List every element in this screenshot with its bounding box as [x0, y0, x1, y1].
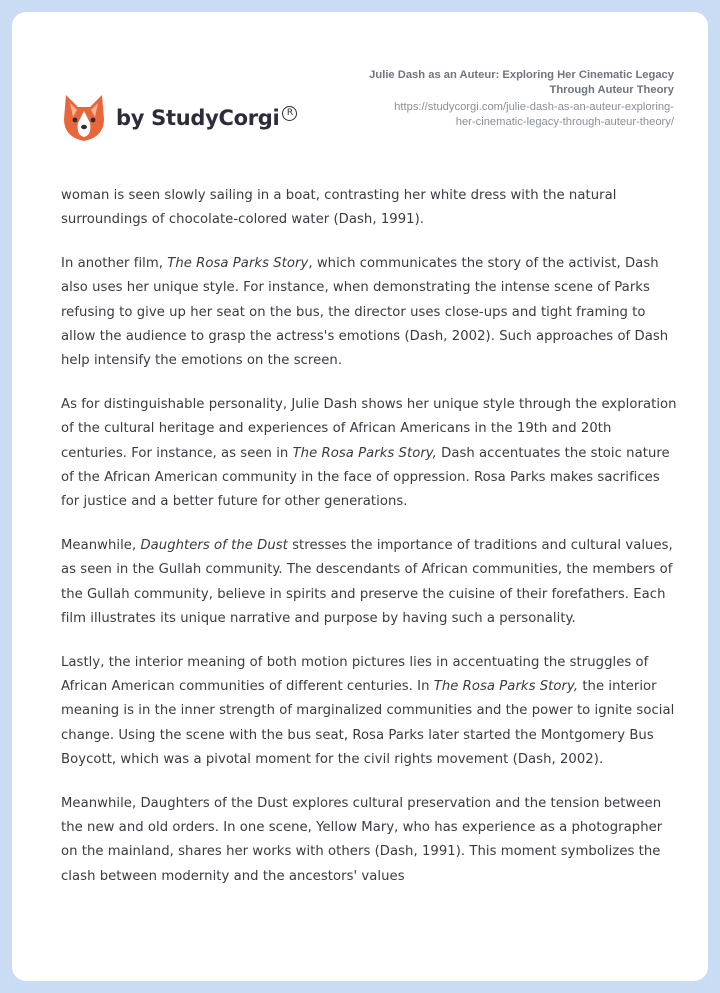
corgi-logo-icon [62, 93, 106, 143]
document-url-line-2: her-cinematic-legacy-through-auteur-theory/ [455, 116, 674, 128]
paragraph-4-text-b: stresses the importance of traditions and cultural values, as seen in the Gullah community. The descendants of African communities, the members of the Gullah community, believe in spirits and preserve the cuisine of their forefathers. Each film illustrates its unique narrative and purpose by having such a personality. [61, 537, 673, 627]
paragraph-3-text-b: Dash accentuates the stoic nature of the African American community in the face of oppression. Rosa Parks makes sacrifices for justice and a better future for other generations. [61, 445, 670, 510]
document-title-line-2: Through Auteur Theory [549, 84, 674, 96]
paragraph-5 [61, 651, 681, 773]
paragraph-2-text-b: , which communicates the story of the activist, Dash also uses her unique style. For instance, when demonstrating the intense scene of Parks refusing to give up her seat on the bus, the director uses close-ups and tight framing to allow the audience to grasp the actress's emotions (Dash, 2002). Such approaches of Dash help intensify the emotions on the screen. [61, 255, 669, 369]
paragraph-5-text-a: Lastly, the interior meaning of both motion pictures lies in accentuating the struggles of African American communities of different centuries. In [61, 654, 649, 694]
paragraph-3-film-title: The Rosa Parks Story, [292, 445, 437, 461]
paragraph-2-text-a: In another film, [61, 255, 168, 271]
paragraph-5-text-b: the interior meaning is in the inner strength of marginalized communities and the power to ignite social change. Using the scene with the bus seat, Rosa Parks later started the Montgomery Bus Boycott, which was a pivotal moment for the civil rights movement (Dash, 2002). [61, 678, 675, 768]
document-page [12, 12, 708, 981]
brand-name-text: by StudyCorgi [116, 105, 280, 130]
registered-mark: R [282, 106, 297, 121]
paragraph-5-film-title: The Rosa Parks Story, [433, 678, 579, 694]
paragraph-2-film-title: The Rosa Parks Story [167, 255, 309, 271]
document-meta [314, 68, 674, 130]
paragraph-4-film-title: Daughters of the Dust [140, 537, 288, 553]
paragraph-3 [61, 393, 681, 515]
document-title [314, 68, 674, 98]
paragraph-6: Meanwhile, Daughters of the Dust explores cultural preservation and the tension between the new and old orders. In one scene, Yellow Mary, who has experience as a photographer on the mainland, shares her works with others (Dash, 1991). This moment symbolizes the clash between modernity and the ancestors' values [61, 795, 663, 884]
paragraph-2 [61, 252, 681, 374]
document-url[interactable] [314, 100, 674, 130]
studycorgi-logo[interactable] [62, 90, 297, 146]
document-body [61, 184, 681, 908]
paragraph-1: woman is seen slowly sailing in a boat, contrasting her white dress with the natural surroundings of chocolate-colored water (Dash, 1991). [61, 188, 617, 228]
paragraph-4 [61, 534, 681, 632]
paragraph-4-text-a: Meanwhile, [61, 537, 141, 553]
paragraph-3-text-a: As for distinguishable personality, Julie Dash shows her unique style through the exploration of the cultural heritage and experiences of African Americans in the 19th and 20th centuries. For instance, as seen in [61, 396, 677, 461]
brand-name [116, 106, 297, 131]
document-url-line-1: https://studycorgi.com/julie-dash-as-an-auteur-exploring- [394, 101, 674, 113]
document-title-line-1: Julie Dash as an Auteur: Exploring Her Cinematic Legacy [369, 69, 674, 81]
